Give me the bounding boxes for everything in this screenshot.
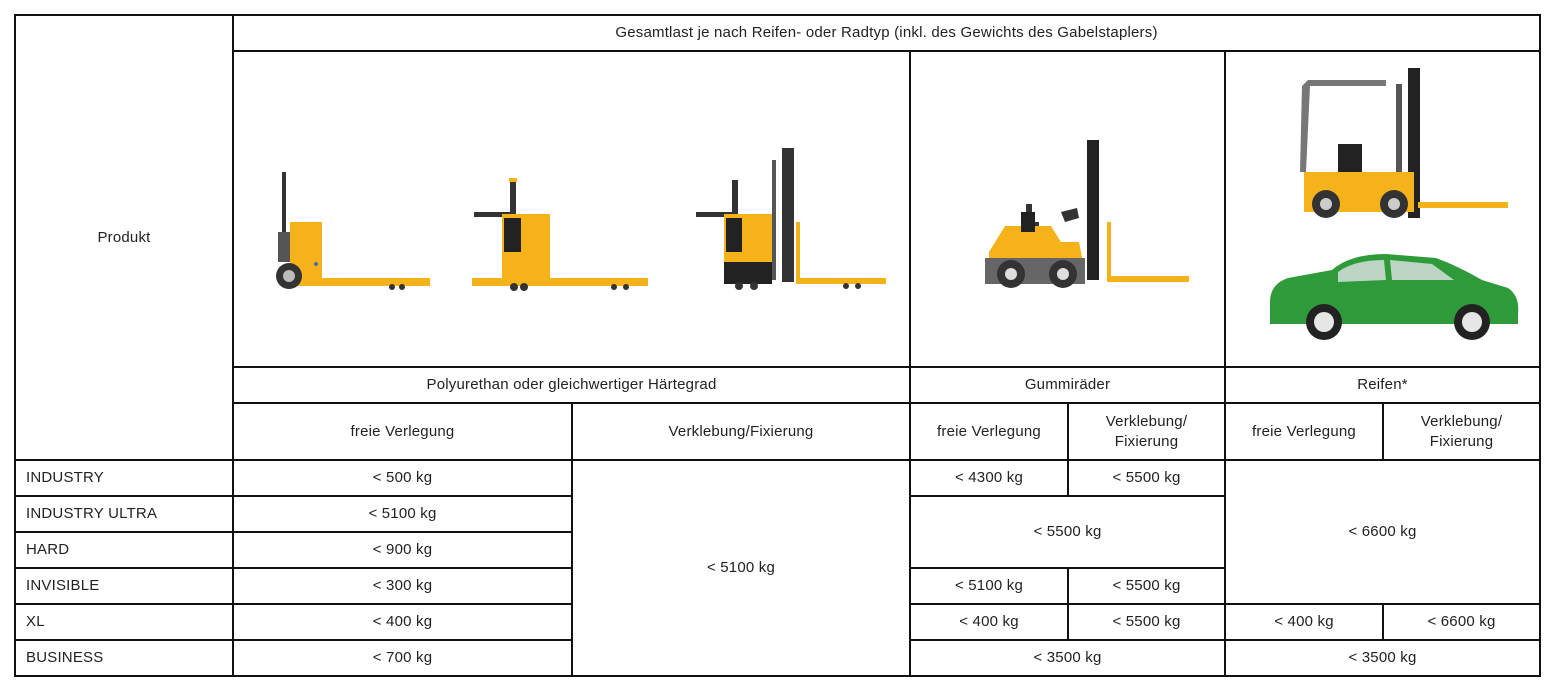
forklift-car-illustration xyxy=(1225,51,1540,367)
group-rubber: Gummiräder xyxy=(910,367,1225,403)
hand-pallet-truck-icon xyxy=(276,172,430,290)
tires-glued-value: < 6600 kg xyxy=(1383,604,1540,640)
group-tires: Reifen* xyxy=(1225,367,1540,403)
pu-loose-header: freie Verlegung xyxy=(233,403,572,460)
table-row xyxy=(15,460,1540,496)
pu-glued-value: < 5100 kg xyxy=(572,460,910,676)
rubber-value: < 3500 kg xyxy=(910,640,1225,676)
tow-tractor-illustration xyxy=(910,51,1225,367)
product-name: INDUSTRY ULTRA xyxy=(15,496,233,532)
group-polyurethane: Polyurethan oder gleichwertiger Härtegrad xyxy=(233,367,910,403)
rubber-glued-value: < 5500 kg xyxy=(1068,568,1225,604)
pu-loose-value: < 400 kg xyxy=(233,604,572,640)
pu-loose-value: < 700 kg xyxy=(233,640,572,676)
product-name: XL xyxy=(15,604,233,640)
tires-value: < 6600 kg xyxy=(1225,460,1540,604)
rubber-loose-value: < 5100 kg xyxy=(910,568,1068,604)
electric-stacker-icon xyxy=(696,148,886,290)
tires-value: < 3500 kg xyxy=(1225,640,1540,676)
pu-loose-value: < 900 kg xyxy=(233,532,572,568)
pu-loose-value: < 5100 kg xyxy=(233,496,572,532)
rubber-glued-value: < 5500 kg xyxy=(1068,604,1225,640)
tires-loose-value: < 400 kg xyxy=(1225,604,1383,640)
rubber-loose-header: freie Verlegung xyxy=(910,403,1068,460)
tires-glued-header: Verklebung/ Fixierung xyxy=(1383,403,1540,460)
pu-glued-header: Verklebung/Fixierung xyxy=(572,403,910,460)
rubber-glued-value: < 5500 kg xyxy=(1068,460,1225,496)
product-header: Produkt xyxy=(15,15,233,460)
counterbalance-forklift-icon xyxy=(1300,68,1508,218)
tow-tractor-forklift-icon xyxy=(985,140,1189,288)
tires-loose-header: freie Verlegung xyxy=(1225,403,1383,460)
rubber-loose-value: < 400 kg xyxy=(910,604,1068,640)
electric-pallet-truck-icon xyxy=(472,178,648,291)
pu-loose-value: < 500 kg xyxy=(233,460,572,496)
product-name: HARD xyxy=(15,532,233,568)
product-name: BUSINESS xyxy=(15,640,233,676)
pallet-trucks-illustration xyxy=(233,51,910,367)
product-name: INDUSTRY xyxy=(15,460,233,496)
rubber-loose-value: < 4300 kg xyxy=(910,460,1068,496)
table-title: Gesamtlast je nach Reifen- oder Radtyp (inkl. des Gewichts des Gabelstaplers) xyxy=(233,15,1540,51)
passenger-car-icon xyxy=(1270,254,1518,340)
load-capacity-table xyxy=(14,14,1541,677)
rubber-glued-header: Verklebung/ Fixierung xyxy=(1068,403,1225,460)
rubber-value: < 5500 kg xyxy=(910,496,1225,568)
product-name: INVISIBLE xyxy=(15,568,233,604)
pu-loose-value: < 300 kg xyxy=(233,568,572,604)
